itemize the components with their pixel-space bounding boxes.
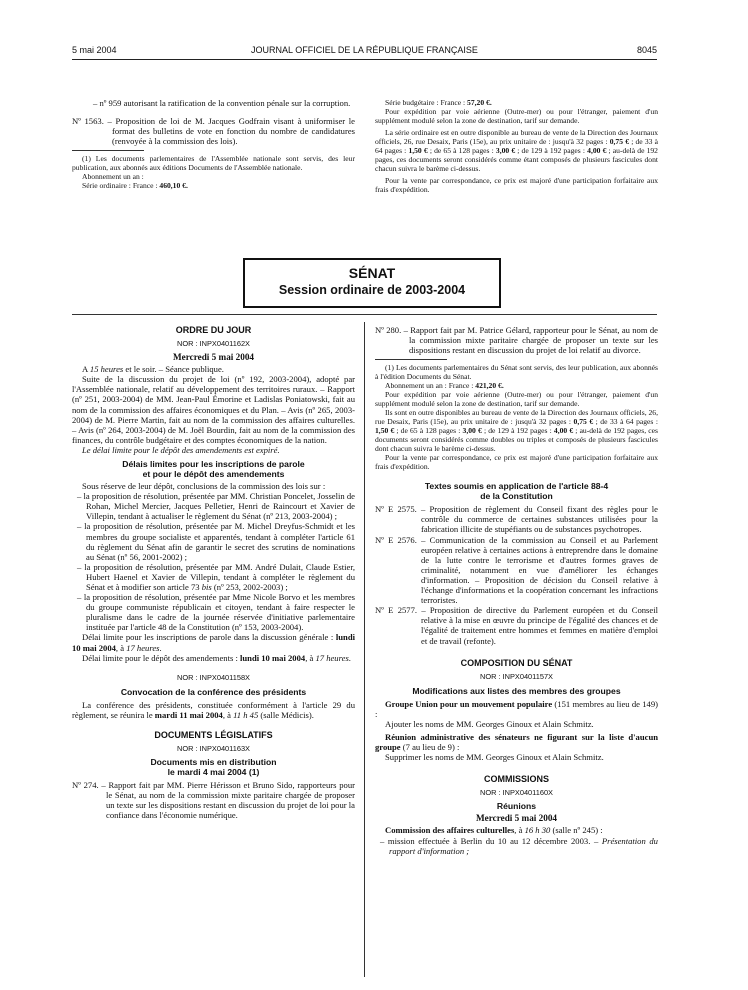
date-commissions: Mercredi 5 mai 2004	[475, 813, 558, 824]
expedition-note: Pour expédition par voie aérienne (Outre-mer) ou pour l'étranger, paiement d'un supplément modulé selon la zone de destination, tarif sur demande.	[375, 107, 658, 125]
footnote-senat: (1) Les documents parlementaires du Sénat sont servis, des leur publication, aux abonnés à l'édition Documents du Sénat.	[375, 363, 658, 382]
text-e2577: Nº E 2577. – Proposition de directive du Parlement européen et du Conseil relative à la mise en œuvre du principe de l'égalité des chances et de l'égalité de traitement entre hommes et femmes en matière d'emploi et de travail (refonte).	[375, 605, 658, 646]
mission-berlin: – mission effectuée à Berlin du 10 au 12 décembre 2003. – Présentation du rapport d'information ;	[380, 835, 658, 856]
groupe-ump-ajout: Ajouter les noms de MM. Georges Ginoux et Alain Schmitz.	[385, 718, 594, 729]
nor-commissions: NOR : INPX0401160X	[480, 788, 553, 798]
seance-publique: A 15 heures et le soir. – Séance publique.	[82, 364, 224, 375]
correspondance-note: Pour la vente par correspondance, ce prix est majoré d'une participation forfaitaire aux frais d'expédition.	[375, 176, 658, 194]
header-date: 5 mai 2004	[72, 45, 117, 55]
nor-composition: NOR : INPX0401157X	[480, 671, 553, 681]
correspondance-senat: Pour la vente par correspondance, ce prix est majoré d'une participation forfaitaire aux frais d'expédition.	[375, 453, 658, 472]
expedition-senat: Pour expédition par voie aérienne (Outre-mer) ou pour l'étranger, paiement d'un supplément modulé selon la zone de destination, tarif sur demande.	[375, 390, 658, 409]
header-rule	[72, 59, 657, 60]
header-title: JOURNAL OFFICIEL DE LA RÉPUBLIQUE FRANÇAISE	[251, 45, 478, 55]
nor-convocation: NOR : INPX0401158X	[177, 672, 250, 682]
reunions-heading: Réunions	[496, 801, 537, 812]
textes-heading-1: Textes soumis en application de l'article 88-4	[424, 481, 609, 492]
reunion-administrative-suppression: Supprimer les noms de MM. Georges Ginoux et Alain Schmitz.	[385, 752, 604, 763]
resolution-2: – la proposition de résolution, présentée par M. Michel Dreyfus-Schmidt et les membres du groupe socialiste et apparentés, tendant à compléter l'article 61 du règlement du Sénat afin de garantir le secret des scrutins de nominations au Sénat (nº 56, 2001-2002) ;	[77, 521, 355, 562]
modifications-heading: Modifications aux listes des membres des groupes	[412, 685, 621, 696]
documents-legislatifs-heading: DOCUMENTS LÉGISLATIFS	[154, 730, 273, 740]
document-280: Nº 280. – Rapport fait par M. Patrice Gélard, rapporteur pour le Sénat, au nom de la commission mixte paritaire chargée de proposer un texte sur les dispositions restant en discussion du projet de loi relatif au divorce.	[375, 325, 658, 356]
commission-culturelles: Commission des affaires culturelles, à 16 h 30 (salle nº 245) :	[385, 825, 603, 836]
nor-odj: NOR : INPX0401162X	[177, 339, 250, 348]
top-right-block	[375, 98, 658, 194]
footnote-an: (1) Les documents parlementaires de l'Assemblée nationale sont servis, des leur publication, aux abonnés aux éditions Documents de l'Assemblée nationale.	[72, 154, 355, 173]
date-mercredi: Mercredi 5 mai 2004	[172, 352, 255, 363]
delai-expire: Le délai limite pour le dépôt des amendements est expiré.	[82, 444, 280, 455]
serie-budgetaire: Série budgétaire : France : 57,20 €.	[385, 98, 492, 107]
abonnement-label: Abonnement un an :	[82, 172, 144, 182]
section-rule	[72, 314, 657, 315]
docs-title-2: le mardi 4 mai 2004 (1)	[167, 767, 260, 778]
footnote-rule-right	[375, 359, 447, 360]
document-274: Nº 274. – Rapport fait par MM. Pierre Hérisson et Bruno Sido, rapporteurs pour le Sénat, au nom de la commission mixte paritaire chargée de proposer un texte sur les dispositions restant en discussion du projet de loi pour la confiance dans l'économie numérique.	[72, 780, 355, 821]
convocation-text: La conférence des présidents, constituée conformément à l'article 29 du règlement, se réunira le mardi 11 mai 2004, à 11 h 45 (salle Médicis).	[72, 699, 355, 720]
textes-heading-2: de la Constitution	[480, 491, 553, 502]
commissions-heading: COMMISSIONS	[483, 774, 549, 785]
suite-discussion: Suite de la discussion du projet de loi (nº 192, 2003-2004), adopté par l'Assemblée nationale, relatif au développement des territoires ruraux. – Rapport (nº 251, 2003-2004) de MM. Jean-Paul Émorine et Ladislas Poniatowski, fait au nom de la commission des affaires économiques et du Plan. – Avis (nº 265, 2003-2004) de M. Pierre Martin, fait au nom de la commission des affaires culturelles. – Avis (nº 264, 2003-2004) de M. Joël Bourdin, fait au nom de la commission des finances, du contrôle budgétaire et des comptes économiques de la nation.	[72, 374, 355, 445]
delais-heading-1: Délais limites pour les inscriptions de parole	[122, 459, 305, 470]
resolution-1: – la proposition de résolution, présentée par MM. Christian Poncelet, Josselin de Rohan, Michel Mercier, Jacques Pelletier, Henri de Raincourt et Xavier de Villepin, tendant à actualiser le règlement du Sénat (nº 213, 2003-2004) ;	[77, 491, 355, 522]
delais-heading-2: et pour le dépôt des amendements	[142, 469, 285, 480]
footnote-rule	[72, 150, 144, 151]
left-column	[72, 325, 355, 820]
delai-amendements: Délai limite pour le dépôt des amendements : lundi 10 mai 2004, à 17 heures.	[82, 652, 351, 663]
page-header	[72, 45, 657, 59]
composition-heading: COMPOSITION DU SÉNAT	[460, 657, 573, 668]
reunion-administrative: Réunion administrative des sénateurs ne figurant sur la liste d'aucun groupe (7 au lieu de 9) :	[375, 731, 658, 753]
banner-title: SÉNAT	[348, 265, 396, 281]
serie-ordinaire: Série ordinaire : France : 460,10 €.	[82, 181, 188, 191]
nor-documents: NOR : INPX0401163X	[177, 744, 250, 753]
right-column	[375, 325, 658, 856]
convocation-heading: Convocation de la conférence des présidents	[120, 686, 307, 697]
resolution-3: – la proposition de résolution, présentée par MM. André Dulait, Claude Estier, Hubert Haenel et Xavier de Villepin, tendant à compléter le règlement du Sénat et à modifier son article 73 bis (nº 253, 2002-2003) ;	[77, 561, 355, 592]
resolution-4: – la proposition de résolution, présentée par Mme Nicole Borvo et les membres du groupe communiste républicain et citoyen, tendant à faire respecter le pluralisme dans le cadre de la journée réservée d'initiative parlementaire instituée par l'article 48 de la Constitution (nº 153, 2003-2004).	[77, 592, 355, 633]
groupe-ump: Groupe Union pour un mouvement populaire (151 membres au lieu de 149) :	[375, 698, 658, 719]
abonnement-senat: Abonnement un an : France : 421,20 €.	[385, 381, 504, 391]
delai-inscriptions: Délai limite pour les inscriptions de parole dans la discussion générale : lundi 10 mai 2004, à 17 heures.	[72, 632, 355, 653]
ordre-du-jour-heading: ORDRE DU JOUR	[175, 325, 252, 335]
vente-note: La série ordinaire est en outre disponible au bureau de vente de la Direction des Journaux officiels, 26, rue Desaix, Paris (15e), au prix unitaire de : jusqu'à 32 pages : 0,75 € ; de 33 à 64 pages : 1,50 € ; de 65 à 128 pages : 3,00 € ; de 129 à 192 pages : 4,00 € ; au-delà de 192 pages, ces documents seront considérés comme étant composés de plusieurs fascicules dont chacun suivra le barème ci-dessus.	[375, 128, 658, 173]
sous-reserve: Sous réserve de leur dépôt, conclusions de la commission des lois sur :	[82, 481, 326, 492]
text-e2575: Nº E 2575. – Proposition de règlement du Conseil fixant des règles pour le contrôle du commerce de certaines substances utilisées pour la fabrication illicite de stupéfiants ou de substances psychotropes.	[375, 504, 658, 535]
senat-banner	[243, 258, 501, 308]
vente-senat: Ils sont en outre disponibles au bureau de vente de la Direction des Journaux officiels, 26, rue Desaix, Paris (15e), au prix unitaire de : jusqu'à 32 pages : 0,75 € ; de 33 à 64 pages : 1,50 € ; de 65 à 128 pages : 3,00 € ; de 129 à 192 pages : 4,00 € ; au-delà de 192 pages, ces documents seront considérés comme doubles ou triples et composés de plusieurs fascicules dont chacun suivra le barème ci-dessus.	[375, 408, 658, 454]
banner-subtitle: Session ordinaire de 2003-2004	[278, 283, 466, 297]
column-divider	[364, 322, 365, 977]
header-page-number: 8045	[636, 45, 657, 55]
text-e2576: Nº E 2576. – Communication de la commission au Conseil et au Parlement européen relative à certaines actions à entreprendre dans le domaine de la lutte contre le terrorisme et d'autres formes graves de criminalité, notamment en vue d'améliorer les échanges d'information. – Proposition de décision du Conseil relative à l'échange d'informations et la coopération concernant les infractions terroristes.	[375, 534, 658, 606]
item-959: – nº 959 autorisant la ratification de la convention pénale sur la corruption.	[93, 98, 351, 108]
top-left-block	[72, 98, 355, 190]
docs-title-1: Documents mis en distribution	[150, 757, 277, 768]
item-1563: Nº 1563. – Proposition de loi de M. Jacques Godfrain visant à uniformiser le format des bulletins de vote en fonction du nombre de candidatures (renvoyée à la commission des lois).	[72, 116, 355, 147]
